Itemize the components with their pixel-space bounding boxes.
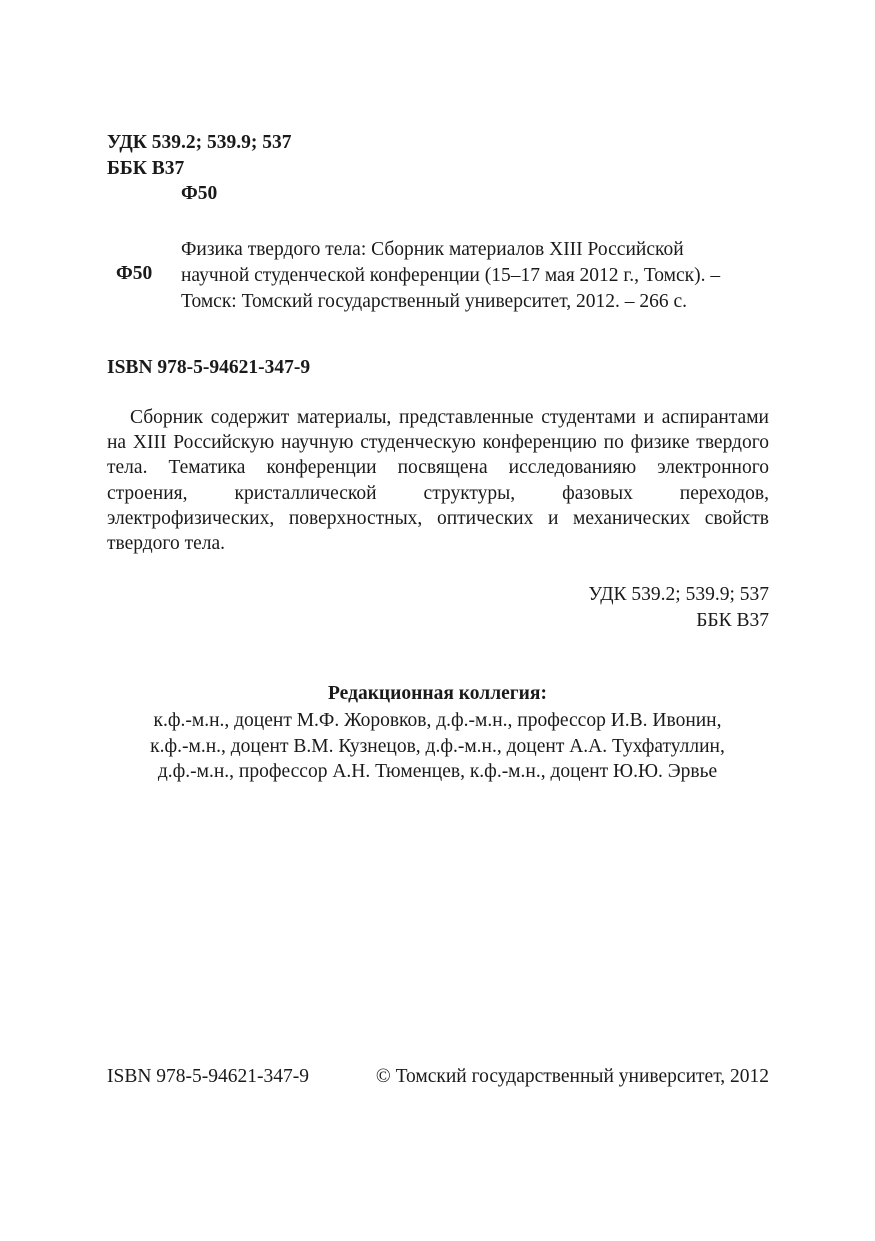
classification-bbk: ББК В37 (696, 609, 769, 631)
editorial-board-line: д.ф.-м.н., профессор А.Н. Тюменцев, к.ф.-м.н., доцент Ю.Ю. Эрвье (157, 761, 718, 782)
biblio-line: Физика твердого тела: Сборник материалов XIII Российской (181, 239, 684, 260)
udk-code: УДК 539.2; 539.9; 537 (107, 132, 292, 153)
editorial-board-line: к.ф.-м.н., доцент М.Ф. Жоровков, д.ф.-м.н., профессор И.В. Ивонин, (153, 710, 722, 731)
author-mark: Ф50 (181, 183, 218, 204)
editorial-board-title: Редакционная коллегия: (328, 683, 547, 704)
footer-copyright: © Томский государственный университет, 2012 (375, 1066, 769, 1087)
bbk-code: ББК В37 (107, 158, 185, 179)
footer-isbn: ISBN 978-5-94621-347-9 (107, 1066, 310, 1087)
editorial-board-list (0, 708, 875, 785)
biblio-line: научной студенческой конференции (15–17 мая 2012 г., Томск). – (181, 265, 721, 286)
bibliographic-description (181, 237, 720, 315)
author-mark-side: Ф50 (116, 263, 153, 284)
abstract-paragraph: Сборник содержит материалы, представленные студентами и аспирантами на XIII Российскую научную студенческую конференцию по физике твердого тела. Тематика конференции посвящена исследованияю электронного строения, кристаллической структуры, фазовых переходов, электрофизических, поверхностных, оптических и механических свойств твердого тела. (107, 407, 769, 555)
editorial-board-line: к.ф.-м.н., доцент В.М. Кузнецов, д.ф.-м.н., доцент А.А. Тухфатуллин, (150, 735, 725, 757)
classification-udk: УДК 539.2; 539.9; 537 (588, 584, 769, 605)
classification-block (588, 582, 769, 633)
isbn-heading: ISBN 978-5-94621-347-9 (107, 357, 311, 378)
biblio-line: Томск: Томский государственный университет, 2012. – 266 с. (181, 291, 688, 312)
